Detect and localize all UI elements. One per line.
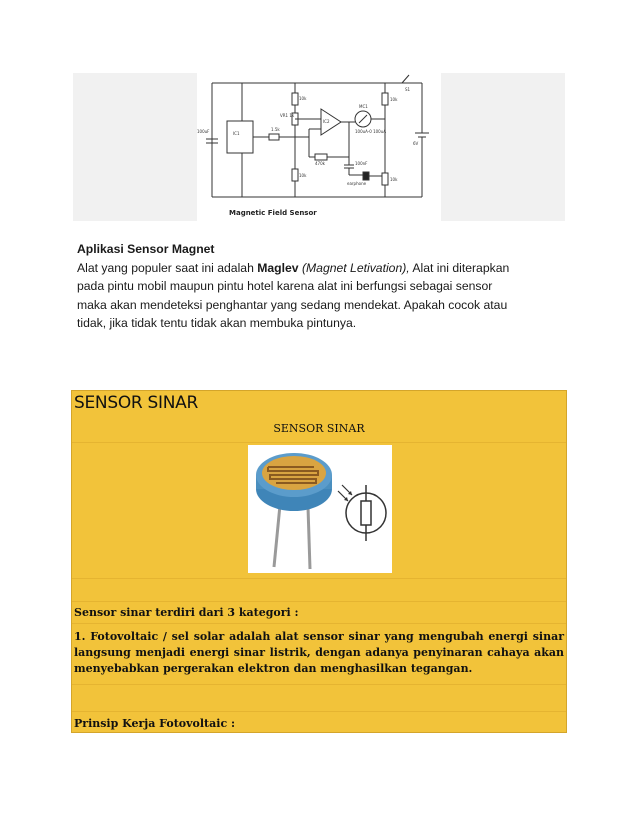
label-r-right-bottom: 10k	[390, 177, 398, 182]
figure-right-margin	[441, 73, 565, 221]
magnet-application-paragraph	[77, 240, 567, 333]
paragraph-line-1: Alat yang populer saat ini adalah Maglev (Magnet Letivation), Alat ini diterapkan	[77, 260, 510, 275]
ldr-photo	[248, 445, 392, 573]
label-earphone: earphone	[347, 181, 367, 186]
label-vr1: VR1 1k	[280, 113, 295, 118]
figure-caption: Magnetic Field Sensor	[229, 209, 317, 217]
table-title-row	[72, 391, 566, 416]
table-title: SENSOR SINAR	[74, 393, 198, 413]
label-cap-right: 100nF	[355, 161, 368, 166]
label-cap-left: 100uF	[197, 129, 210, 134]
paragraph-line-2: pada pintu mobil maupun pintu hotel karena alat ini berfungsi sebagai sensor	[77, 279, 493, 294]
table-image-row	[72, 443, 566, 579]
label-ic1: IC1	[233, 131, 240, 136]
table-blank-row-2	[72, 685, 566, 712]
circuit-figure	[73, 73, 565, 221]
figure-left-margin	[73, 73, 197, 221]
table-blank-row	[72, 579, 566, 602]
paragraph-heading: Aplikasi Sensor Magnet	[77, 242, 215, 256]
paragraph-line-4: tidak, jika tidak tentu tidak akan membuka pintunya.	[77, 316, 357, 331]
fotovoltaic-row: 1. Fotovoltaic / sel solar adalah alat sensor sinar yang mengubah energi sinar langsung menjadi energi sinar listrik, dengan adanya penyinaran cahaya akan menyebabkan pergerakan elektron dan menghasilkan tegangan.	[72, 624, 566, 685]
label-r-top: 10k	[299, 96, 307, 101]
circuit-diagram	[197, 73, 441, 221]
principle-label: Prinsip Kerja Fotovoltaic :	[74, 716, 236, 730]
paragraph-line-3: maka akan mendeteksi penghantar yang sedang mendekat. Apakah cocok atau	[77, 297, 508, 312]
label-r-left: 1.5k	[271, 127, 280, 132]
table-subtitle: SENSOR SINAR	[273, 422, 365, 435]
label-battery: 6V	[413, 141, 419, 146]
table-subtitle-row	[72, 416, 566, 443]
label-r-bottom: 10k	[299, 173, 307, 178]
label-r-right-top: 10k	[390, 97, 398, 102]
maglev-term: Maglev	[257, 260, 299, 275]
label-ic2: IC2	[323, 119, 330, 124]
label-switch: S1	[405, 87, 411, 92]
principle-row	[72, 712, 566, 732]
label-r-fb: 470k	[315, 161, 325, 166]
categories-row: Sensor sinar terdiri dari 3 kategori :	[72, 602, 566, 624]
label-meter-range: 100uA-0 100uA	[355, 129, 386, 134]
label-meter: MC1	[359, 104, 368, 109]
sensor-sinar-table	[71, 390, 567, 733]
